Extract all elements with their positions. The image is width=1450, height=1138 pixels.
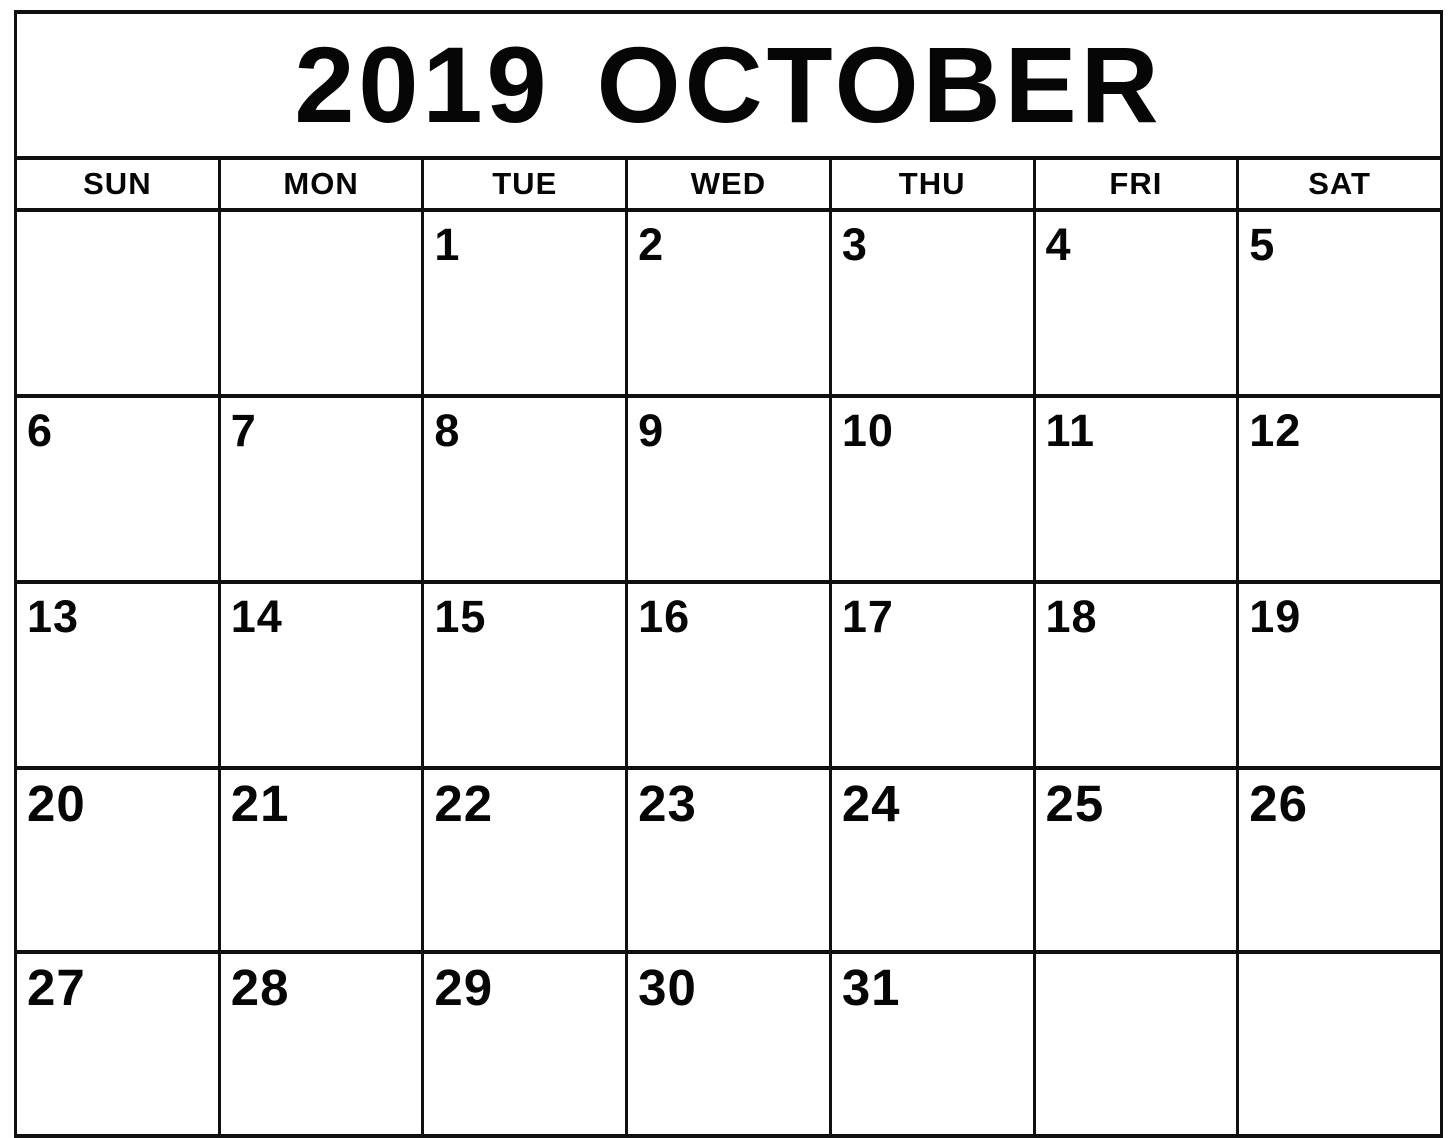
day-cell: 18 [1034, 582, 1238, 768]
day-cell: 9 [627, 396, 831, 582]
day-cell: 28 [219, 952, 423, 1136]
calendar-title-text [18, 24, 1439, 145]
day-cell: 26 [1238, 768, 1442, 952]
day-cell: 6 [16, 396, 220, 582]
weekday-header-sun: SUN [16, 158, 220, 210]
day-cell: 27 [16, 952, 220, 1136]
day-cell: 5 [1238, 210, 1442, 396]
day-cell [16, 210, 220, 396]
day-cell: 29 [423, 952, 627, 1136]
weekday-header-thu: THU [830, 158, 1034, 210]
weekday-header-fri: FRI [1034, 158, 1238, 210]
day-cell: 19 [1238, 582, 1442, 768]
weekday-header-wed: WED [627, 158, 831, 210]
day-cell: 12 [1238, 396, 1442, 582]
day-cell: 20 [16, 768, 220, 952]
week-row-4 [16, 768, 1442, 952]
day-cell: 7 [219, 396, 423, 582]
day-cell: 2 [627, 210, 831, 396]
week-row-1 [16, 210, 1442, 396]
day-cell: 23 [627, 768, 831, 952]
calendar-year: 2019 [294, 24, 551, 145]
day-cell [219, 210, 423, 396]
day-cell: 21 [219, 768, 423, 952]
title-row [16, 12, 1442, 158]
week-row-5 [16, 952, 1442, 1136]
day-cell [1238, 952, 1442, 1136]
week-row-2 [16, 396, 1442, 582]
calendar-table [14, 10, 1443, 1138]
day-cell: 11 [1034, 396, 1238, 582]
week-row-3 [16, 582, 1442, 768]
weekday-header-sat: SAT [1238, 158, 1442, 210]
weekday-header-tue: TUE [423, 158, 627, 210]
day-cell: 17 [830, 582, 1034, 768]
day-cell: 31 [830, 952, 1034, 1136]
calendar-month: OCTOBER [596, 24, 1163, 145]
calendar-title [16, 12, 1442, 158]
weekday-header-row [16, 158, 1442, 210]
day-cell: 8 [423, 396, 627, 582]
day-cell: 22 [423, 768, 627, 952]
day-cell: 14 [219, 582, 423, 768]
day-cell: 30 [627, 952, 831, 1136]
day-cell: 1 [423, 210, 627, 396]
day-cell: 3 [830, 210, 1034, 396]
day-cell [1034, 952, 1238, 1136]
day-cell: 10 [830, 396, 1034, 582]
day-cell: 15 [423, 582, 627, 768]
day-cell: 24 [830, 768, 1034, 952]
day-cell: 13 [16, 582, 220, 768]
weekday-header-mon: MON [219, 158, 423, 210]
day-cell: 25 [1034, 768, 1238, 952]
day-cell: 4 [1034, 210, 1238, 396]
day-cell: 16 [627, 582, 831, 768]
